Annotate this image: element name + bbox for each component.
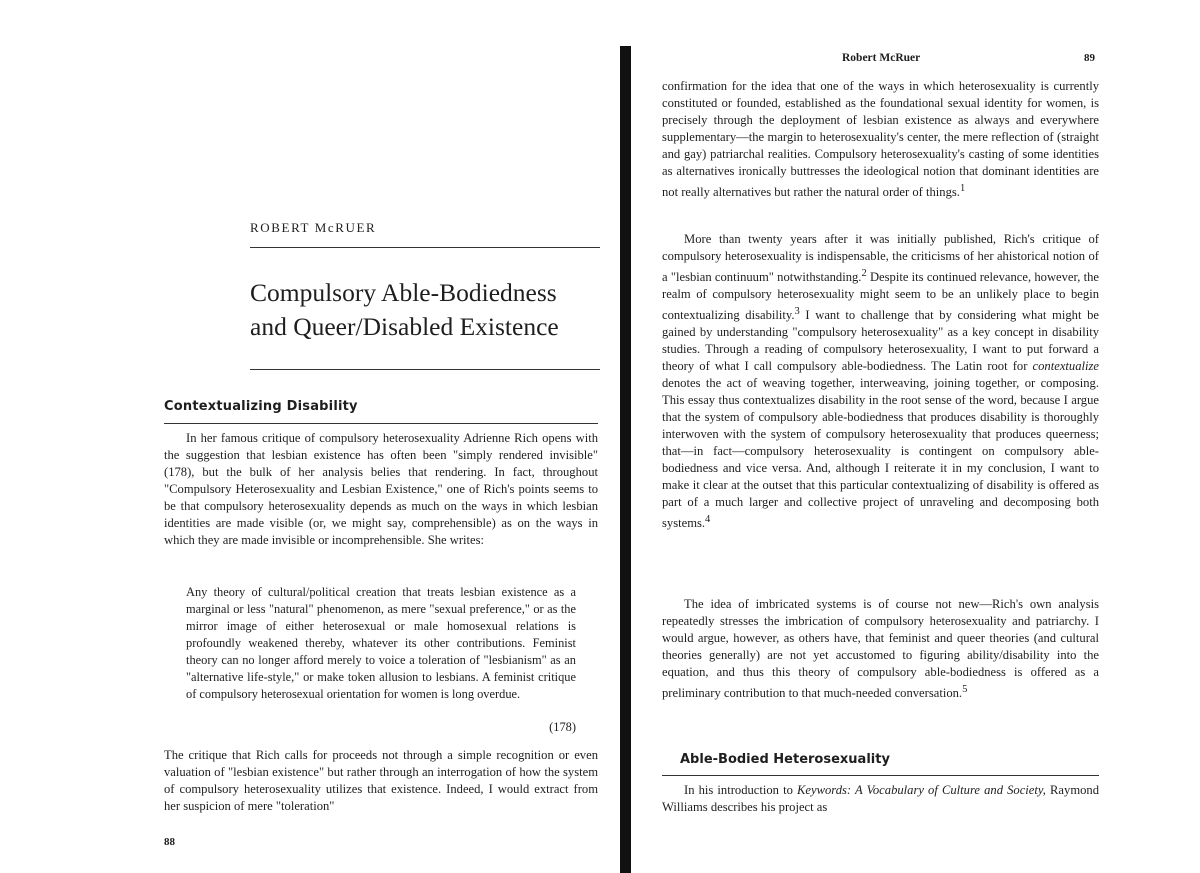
author-name: ROBERT McRUER [250,220,377,235]
footnote-ref-5: 5 [962,684,968,695]
paragraph-r2-italic: contextualize [1032,359,1099,374]
footnote-ref-1: 1 [959,183,966,194]
paragraph-r2-part-b: Despite its continued relevance, however, the realm of compulsory heterosexuality might seem to be an unlikely place to begin contextualizing disability. [662,270,1099,323]
article-title [250,276,610,344]
paragraph-r2-part-d: denotes the act of weaving together, interweaving, joining together, or composing. This essay thus contextualizes disability in the root sense of the word, because I argue that the system of compulsory able-bodiedness that produces disability is thoroughly interwoven with the system of compulsory heterosexuality that produces queerness; that—in fact—compulsory heterosexuality is contingent on compulsory able-bodiedness and vice versa. And, although I reiterate it in my conclusion, I want to make it clear at the outset that this particular contextualizing of disability is offered as part of a much larger and collective project of unraveling and decomposing both systems. [662,376,1099,531]
body-paragraph-r2 [662,231,1099,533]
title-rule-bottom [250,369,600,370]
title-line-2: and Queer/Disabled Existence [250,312,559,341]
paragraph-r3-text: The idea of imbricated systems is of course not new—Rich's own analysis repeatedly stresses the imbrication of compulsory heterosexuality and patriarchy. I would argue, however, as others have, that feminist and queer theories (and cultural theories generally) are not yet accustomed to figuring ability/disability into the equation, and thus this theory of compulsory able-bodiedness is offered as a preliminary contribution to that much-needed conversation. [662,597,1099,701]
section-rule-2 [662,775,1099,776]
body-paragraph-r3 [662,596,1099,702]
block-quote: Any theory of cultural/political creation that treats lesbian existence as a marginal or less "natural" phenomenon, as mere "sexual preference," or as the mirror image of either heterosexual or male homosexual relations is profoundly weakened thereby, whatever its other contributions. Feminist theory can no longer afford merely to voice a toleration of "lesbianism" as an "alternative life-style," or make token allusion to lesbians. A feminist critique of compulsory heterosexual orientation for women is long overdue. [186,585,576,701]
page-number-right: 89 [1084,52,1095,64]
paragraph-r4-part-b: Raymond Williams describes his project as [662,783,1100,814]
paragraph-r2-part-a: More than twenty years after it was initially published, Rich's critique of compulsory heterosexuality is indispensable, the criticisms of her ahistorical notion of a "lesbian continuum" notwithstanding. [662,232,1099,285]
body-paragraph-r4 [662,782,1099,816]
body-paragraph-r1 [662,78,1099,201]
right-page [662,0,1099,873]
footnote-ref-2: 2 [861,268,867,279]
book-title-italic: Keywords: A Vocabulary of Culture and Society, [797,783,1046,797]
running-head: Robert McRuer [842,52,921,64]
body-paragraph-1: In her famous critique of compulsory heterosexuality Adrienne Rich opens with the suggestion that lesbian existence has often been "simply rendered invisible" (178), but the bulk of her analysis belies that rendering. In fact, throughout "Compulsory Heterosexuality and Lesbian Existence," one of Rich's points seems to be that compulsory heterosexuality depends as much on the ways in which lesbian identities are made visible (or, we might say, comprehensible) as on the ways in which they are made invisible or incomprehensible. She writes: [164,431,598,547]
title-rule-top [250,247,600,248]
body-paragraph-2: The critique that Rich calls for proceeds not through a simple recognition or even valuation of "lesbian existence" but rather through an interrogation of how the system of compulsory heterosexuality utilizes that existence. Indeed, I would extract from her suspicion of mere "toleration" [164,748,598,813]
page-number-left: 88 [164,836,175,848]
section-heading-2: Able-Bodied Heterosexuality [680,752,890,767]
section-rule [164,423,598,424]
title-line-1: Compulsory Able-Bodiedness [250,278,557,307]
paragraph-r1-text: confirmation for the idea that one of the ways in which heterosexuality is currently constituted or founded, established as the foundational sexual identity for women, is precisely through the deployment of lesbian existence as always and everywhere supplementary—the margin to heterosexuality's center, the mere reflection of (straight and gay) patriarchal realities. Compulsory heterosexuality's casting of some identities as alternatives ironically buttresses the ideological notion that dominant identities are not really alternatives but rather the natural order of things. [662,79,1099,200]
footnote-ref-4: 4 [705,514,711,526]
footnote-ref-3: 3 [794,306,800,318]
book-spine-gutter [620,46,631,873]
quote-citation: (178) [549,720,576,734]
paragraph-r4-part-a: In his introduction to [684,783,798,797]
left-page [164,0,600,873]
paragraph-r2-part-c: I want to challenge that by considering what might be gained by understanding "compulsory heterosexuality" as a key concept in disability studies. Through a reading of compulsory heterosexuality, I want to put forward a theory of what I call compulsory able-bodiedness. The Latin root for [662,308,1099,374]
section-heading: Contextualizing Disability [164,399,358,414]
